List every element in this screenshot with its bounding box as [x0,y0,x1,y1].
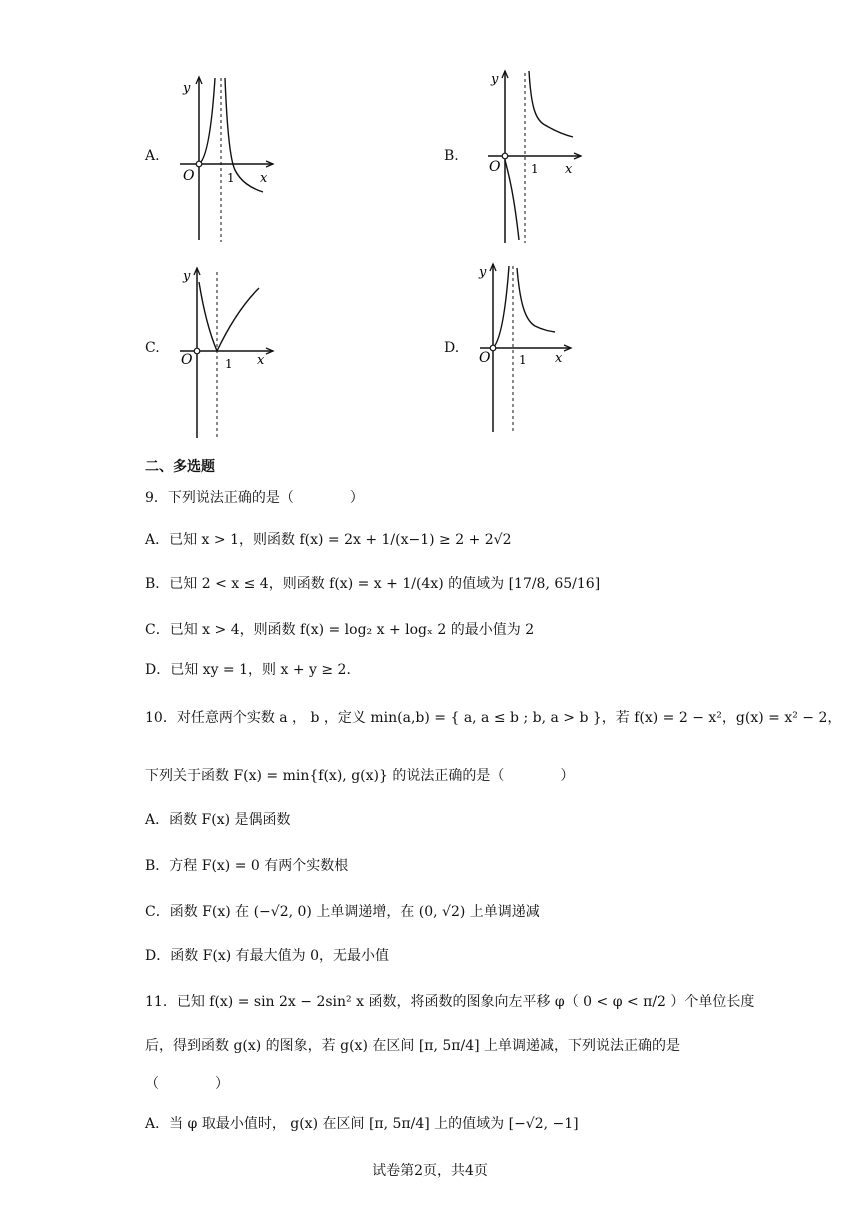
origin-label: O [181,352,193,368]
q9-option-c: C．已知 x > 4，则函数 f(x) = log₂ x + logₓ 2 的最小值为 2 [145,622,535,638]
option-a-label: A. [145,148,160,164]
q10-option-a: A．函数 F(x) 是偶函数 [145,812,291,828]
q9-option-a: A．已知 x > 1，则函数 f(x) = 2x + 1/(x−1) ≥ 2 + 2√2 [145,532,512,548]
q11-stem-line1: 11．已知 f(x) = sin 2x − 2sin² x 函数，将函数的图象向左平移 φ（ 0 < φ < π/2 ）个单位长度 [145,994,755,1010]
q10-stem-line1: 10．对任意两个实数 a ， b ，定义 min(a,b) = { a, a ≤ b ; b, a > b }，若 f(x) = 2 − x²，g(x) = x² − 2， [145,710,842,726]
axis-x-label: x [260,171,268,186]
axis-x-label: x [565,162,573,177]
page-footer: 试卷第2页，共4页 [372,1163,488,1179]
axis-y-label: y [479,265,487,280]
q11-option-a: A．当 φ 取最小值时， g(x) 在区间 [π, 5π/4] 上的值域为 [−√2, −1] [145,1116,579,1132]
axis-y-label: y [183,269,191,284]
tick-label-1: 1 [225,357,233,371]
q10-stem-line2: 下列关于函数 F(x) = min{f(x), g(x)} 的说法正确的是（ ） [145,768,575,784]
q11-stem-line3: （ ） [145,1076,229,1092]
axis-x-label: x [555,351,563,366]
graph-b [483,65,588,245]
q9-option-b: B．已知 2 < x ≤ 4，则函数 f(x) = x + 1/(4x) 的值域为 [17/8, 65/16] [145,576,601,592]
q10-option-d: D．函数 F(x) 有最大值为 0，无最小值 [145,948,390,964]
q10-option-c: C．函数 F(x) 在 (−√2, 0) 上单调递增，在 (0, √2) 上单调递减 [145,904,540,920]
option-d-label: D. [444,340,460,356]
origin-label: O [479,350,491,366]
origin-label: O [489,159,501,175]
axis-y-label: y [183,81,191,96]
graph-a [175,70,280,245]
graph-c [175,262,280,440]
option-b-label: B. [444,148,459,164]
tick-label-1: 1 [227,171,235,185]
q10-option-b: B．方程 F(x) = 0 有两个实数根 [145,858,349,874]
origin-label: O [183,168,195,184]
q11-stem-line2: 后，得到函数 g(x) 的图象，若 g(x) 在区间 [π, 5π/4] 上单调递减，下列说法正确的是 [145,1038,681,1054]
axis-y-label: y [491,72,499,87]
section-title: 二、多选题 [145,459,215,475]
option-c-label: C. [145,340,160,356]
q9-option-d: D．已知 xy = 1，则 x + y ≥ 2． [145,662,361,678]
graph-d [475,258,580,434]
axis-x-label: x [257,353,265,368]
q9-stem: 9．下列说法正确的是（ ） [145,490,364,506]
tick-label-1: 1 [519,353,527,367]
tick-label-1: 1 [531,162,539,176]
